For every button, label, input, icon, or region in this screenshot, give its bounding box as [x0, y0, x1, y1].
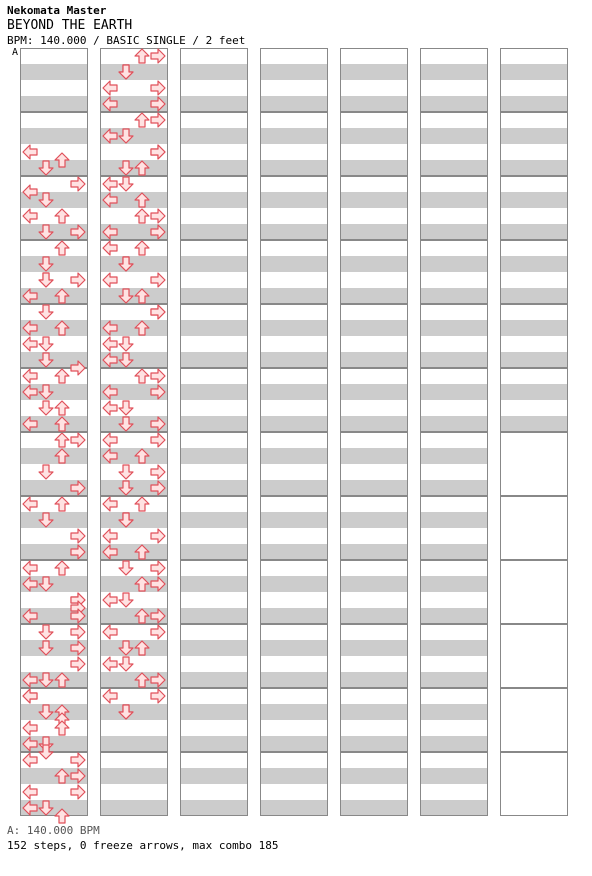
- bpm-marker-label: A: [12, 47, 19, 58]
- chart-column: [500, 48, 568, 816]
- beat-stripe: [180, 160, 248, 176]
- beat-stripe: [100, 288, 168, 304]
- beat-stripe: [340, 416, 408, 432]
- beat-stripe: [500, 352, 568, 368]
- beat-stripe: [500, 416, 568, 432]
- beat-stripe: [340, 768, 408, 784]
- beat-stripe: [420, 64, 488, 80]
- beat-stripe: [100, 736, 168, 752]
- artist-name: Nekomata Master: [7, 4, 107, 17]
- beat-stripe: [500, 320, 568, 336]
- beat-stripe: [180, 640, 248, 656]
- beat-stripe: [420, 96, 488, 112]
- beat-stripe: [420, 576, 488, 592]
- beat-stripe: [340, 352, 408, 368]
- beat-stripe: [260, 96, 328, 112]
- beat-stripe: [180, 672, 248, 688]
- beat-stripe: [20, 96, 88, 112]
- beat-stripe: [340, 576, 408, 592]
- beat-stripe: [260, 512, 328, 528]
- beat-stripe: [260, 768, 328, 784]
- beat-stripe: [420, 640, 488, 656]
- beat-stripe: [20, 128, 88, 144]
- beat-stripe: [180, 320, 248, 336]
- beat-stripe: [180, 480, 248, 496]
- beat-stripe: [340, 544, 408, 560]
- beat-stripe: [260, 608, 328, 624]
- beat-stripe: [180, 576, 248, 592]
- beat-stripe: [500, 160, 568, 176]
- beat-stripe: [420, 224, 488, 240]
- beat-stripe: [100, 640, 168, 656]
- beat-stripe: [260, 544, 328, 560]
- beat-stripe: [420, 192, 488, 208]
- beat-stripe: [420, 352, 488, 368]
- beat-stripe: [340, 192, 408, 208]
- beat-stripe: [340, 512, 408, 528]
- beat-stripe: [340, 224, 408, 240]
- beat-stripe: [500, 288, 568, 304]
- beat-stripe: [180, 288, 248, 304]
- beat-stripe: [180, 224, 248, 240]
- beat-stripe: [260, 224, 328, 240]
- beat-stripe: [420, 448, 488, 464]
- beat-stripe: [180, 384, 248, 400]
- beat-stripe: [420, 608, 488, 624]
- beat-stripe: [260, 192, 328, 208]
- beat-stripe: [420, 320, 488, 336]
- beat-stripe: [340, 672, 408, 688]
- beat-stripe: [100, 64, 168, 80]
- beat-stripe: [340, 64, 408, 80]
- beat-stripe: [420, 544, 488, 560]
- beat-stripe: [180, 96, 248, 112]
- beat-stripe: [100, 800, 168, 816]
- beat-stripe: [340, 128, 408, 144]
- beat-stripe: [100, 768, 168, 784]
- beat-stripe: [420, 256, 488, 272]
- beat-stripe: [20, 704, 88, 720]
- beat-stripe: [340, 448, 408, 464]
- beat-stripe: [420, 704, 488, 720]
- beat-stripe: [500, 192, 568, 208]
- beat-stripe: [340, 736, 408, 752]
- beat-stripe: [260, 288, 328, 304]
- beat-stripe: [340, 640, 408, 656]
- beat-stripe: [340, 96, 408, 112]
- beat-stripe: [260, 128, 328, 144]
- beat-stripe: [260, 800, 328, 816]
- beat-stripe: [180, 416, 248, 432]
- beat-stripe: [100, 512, 168, 528]
- chart-info: BPM: 140.000 / BASIC SINGLE / 2 feet: [7, 34, 246, 47]
- beat-stripe: [420, 672, 488, 688]
- beat-stripe: [420, 384, 488, 400]
- beat-stripe: [180, 352, 248, 368]
- beat-stripe: [260, 320, 328, 336]
- beat-stripe: [340, 480, 408, 496]
- beat-stripe: [180, 800, 248, 816]
- beat-stripe: [500, 64, 568, 80]
- beat-stripe: [180, 256, 248, 272]
- beat-stripe: [420, 128, 488, 144]
- beat-stripe: [20, 160, 88, 176]
- step-summary: 152 steps, 0 freeze arrows, max combo 185: [7, 839, 279, 852]
- beat-stripe: [340, 608, 408, 624]
- beat-stripe: [180, 192, 248, 208]
- beat-stripe: [180, 544, 248, 560]
- beat-stripe: [340, 704, 408, 720]
- beat-stripe: [340, 384, 408, 400]
- beat-stripe: [20, 256, 88, 272]
- chart-column: [260, 48, 328, 816]
- beat-stripe: [260, 448, 328, 464]
- beat-stripe: [260, 64, 328, 80]
- beat-stripe: [420, 768, 488, 784]
- beat-stripe: [180, 608, 248, 624]
- beat-stripe: [260, 672, 328, 688]
- bpm-summary: A: 140.000 BPM: [7, 824, 100, 837]
- beat-stripe: [420, 160, 488, 176]
- beat-stripe: [420, 288, 488, 304]
- beat-stripe: [260, 256, 328, 272]
- chart-column: [180, 48, 248, 816]
- beat-stripe: [180, 736, 248, 752]
- beat-stripe: [260, 736, 328, 752]
- beat-stripe: [340, 288, 408, 304]
- beat-stripe: [420, 800, 488, 816]
- beat-stripe: [180, 448, 248, 464]
- beat-stripe: [260, 640, 328, 656]
- beat-stripe: [500, 128, 568, 144]
- beat-stripe: [180, 512, 248, 528]
- beat-stripe: [260, 480, 328, 496]
- beat-stripe: [500, 384, 568, 400]
- beat-stripe: [180, 768, 248, 784]
- beat-stripe: [340, 800, 408, 816]
- song-title: BEYOND THE EARTH: [7, 18, 133, 33]
- beat-stripe: [180, 64, 248, 80]
- beat-stripe: [180, 128, 248, 144]
- beat-stripe: [420, 480, 488, 496]
- chart-column: [420, 48, 488, 816]
- beat-stripe: [500, 96, 568, 112]
- beat-stripe: [100, 256, 168, 272]
- beat-stripe: [340, 256, 408, 272]
- beat-stripe: [420, 736, 488, 752]
- beat-stripe: [260, 352, 328, 368]
- beat-stripe: [100, 704, 168, 720]
- beat-stripe: [20, 512, 88, 528]
- beat-stripe: [500, 256, 568, 272]
- beat-stripe: [180, 704, 248, 720]
- beat-stripe: [260, 416, 328, 432]
- beat-stripe: [420, 416, 488, 432]
- beat-stripe: [260, 576, 328, 592]
- beat-stripe: [20, 64, 88, 80]
- beat-stripe: [20, 448, 88, 464]
- beat-stripe: [500, 224, 568, 240]
- beat-stripe: [340, 160, 408, 176]
- chart-column: [340, 48, 408, 816]
- beat-stripe: [420, 512, 488, 528]
- beat-stripe: [260, 160, 328, 176]
- beat-stripe: [260, 704, 328, 720]
- beat-stripe: [260, 384, 328, 400]
- beat-stripe: [340, 320, 408, 336]
- beat-stripe: [100, 160, 168, 176]
